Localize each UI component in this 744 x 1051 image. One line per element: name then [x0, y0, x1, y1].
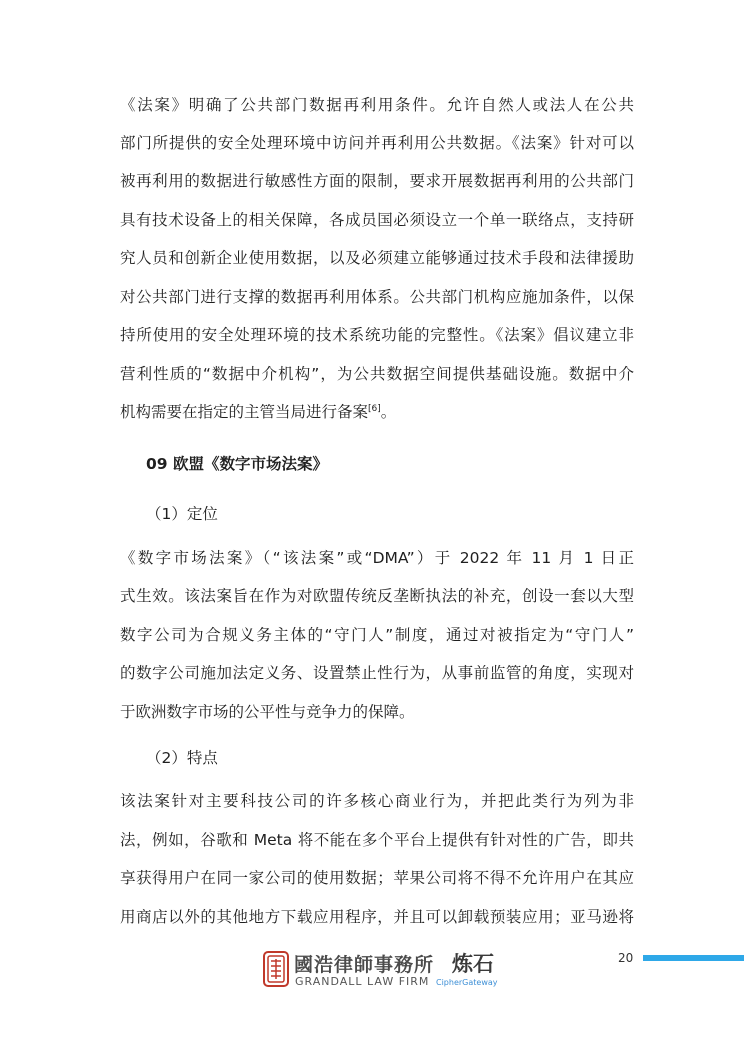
firm-name-chinese: 國浩律師事務所 — [294, 954, 435, 976]
para3-line-4: 用商店以外的其他地方下载应用程序，并且可以卸载预装应用；亚马逊将 — [120, 908, 634, 926]
para3-line-2: 法，例如，谷歌和 Meta 将不能在多个平台上提供有针对性的广告，即共 — [120, 831, 634, 849]
para2-line-4: 的数字公司施加法定义务、设置禁止性行为，从事前监管的角度，实现对 — [120, 664, 634, 682]
page-number: 20 — [618, 951, 634, 965]
para2-line-3: 数字公司为合规义务主体的“守门人”制度，通过对被指定为“守门人” — [120, 626, 634, 644]
para2-line-1: 《数字市场法案》（“该法案”或“DMA”）于 2022 年 11 月 1 日正 — [120, 549, 634, 567]
para1-line-5: 究人员和创新企业使用数据，以及必须建立能够通过技术手段和法律援助 — [120, 249, 634, 267]
subheading-positioning: （1）定位 — [146, 505, 218, 523]
para1-line-4: 具有技术设备上的相关保障，各成员国必须设立一个单一联络点，支持研 — [120, 211, 634, 229]
para1-line-7: 持所使用的安全处理环境的技术系统功能的完整性。《法案》倡议建立非 — [120, 326, 634, 344]
para1-line-9 — [120, 402, 634, 422]
para3-line-3: 享获得用户在同一家公司的使用数据；苹果公司将不得不允许用户在其应 — [120, 869, 634, 887]
reference-marker: [6] — [368, 403, 381, 414]
para2-line-5: 于欧洲数字市场的公平性与竞争力的保障。 — [120, 703, 415, 721]
para1-line-6: 对公共部门进行支撑的数据再利用体系。公共部门机构应施加条件，以保 — [120, 288, 634, 306]
para1-line-1: 《法案》明确了公共部门数据再利用条件。允许自然人或法人在公共 — [120, 96, 634, 114]
section-heading: 09 欧盟《数字市场法案》 — [146, 455, 328, 473]
para1-line-3: 被再利用的数据进行敏感性方面的限制，要求开展数据再利用的公共部门 — [120, 172, 634, 190]
para1-line-9-end: 。 — [380, 403, 397, 421]
para2-line-2: 式生效。该法案旨在作为对欧盟传统反垄断执法的补充，创设一套以大型 — [120, 587, 634, 605]
accent-bar — [643, 955, 744, 961]
grandall-seal-icon — [262, 950, 290, 988]
para1-line-8: 营利性质的“数据中介机构”，为公共数据空间提供基础设施。数据中介 — [120, 365, 634, 383]
firm-name-english: GRANDALL LAW FIRM — [295, 975, 430, 988]
subheading-features: （2）特点 — [146, 749, 218, 767]
para1-line-9-text: 机构需要在指定的主管当局进行备案 — [120, 403, 369, 421]
brand-name-english: CipherGateway — [436, 978, 498, 987]
para3-line-1: 该法案针对主要科技公司的许多核心商业行为，并把此类行为列为非 — [120, 792, 634, 810]
brand-name-chinese: 炼石 — [452, 951, 494, 976]
footer-logos — [262, 948, 512, 992]
para1-line-2: 部门所提供的安全处理环境中访问并再利用公共数据。《法案》针对可以 — [120, 134, 634, 152]
